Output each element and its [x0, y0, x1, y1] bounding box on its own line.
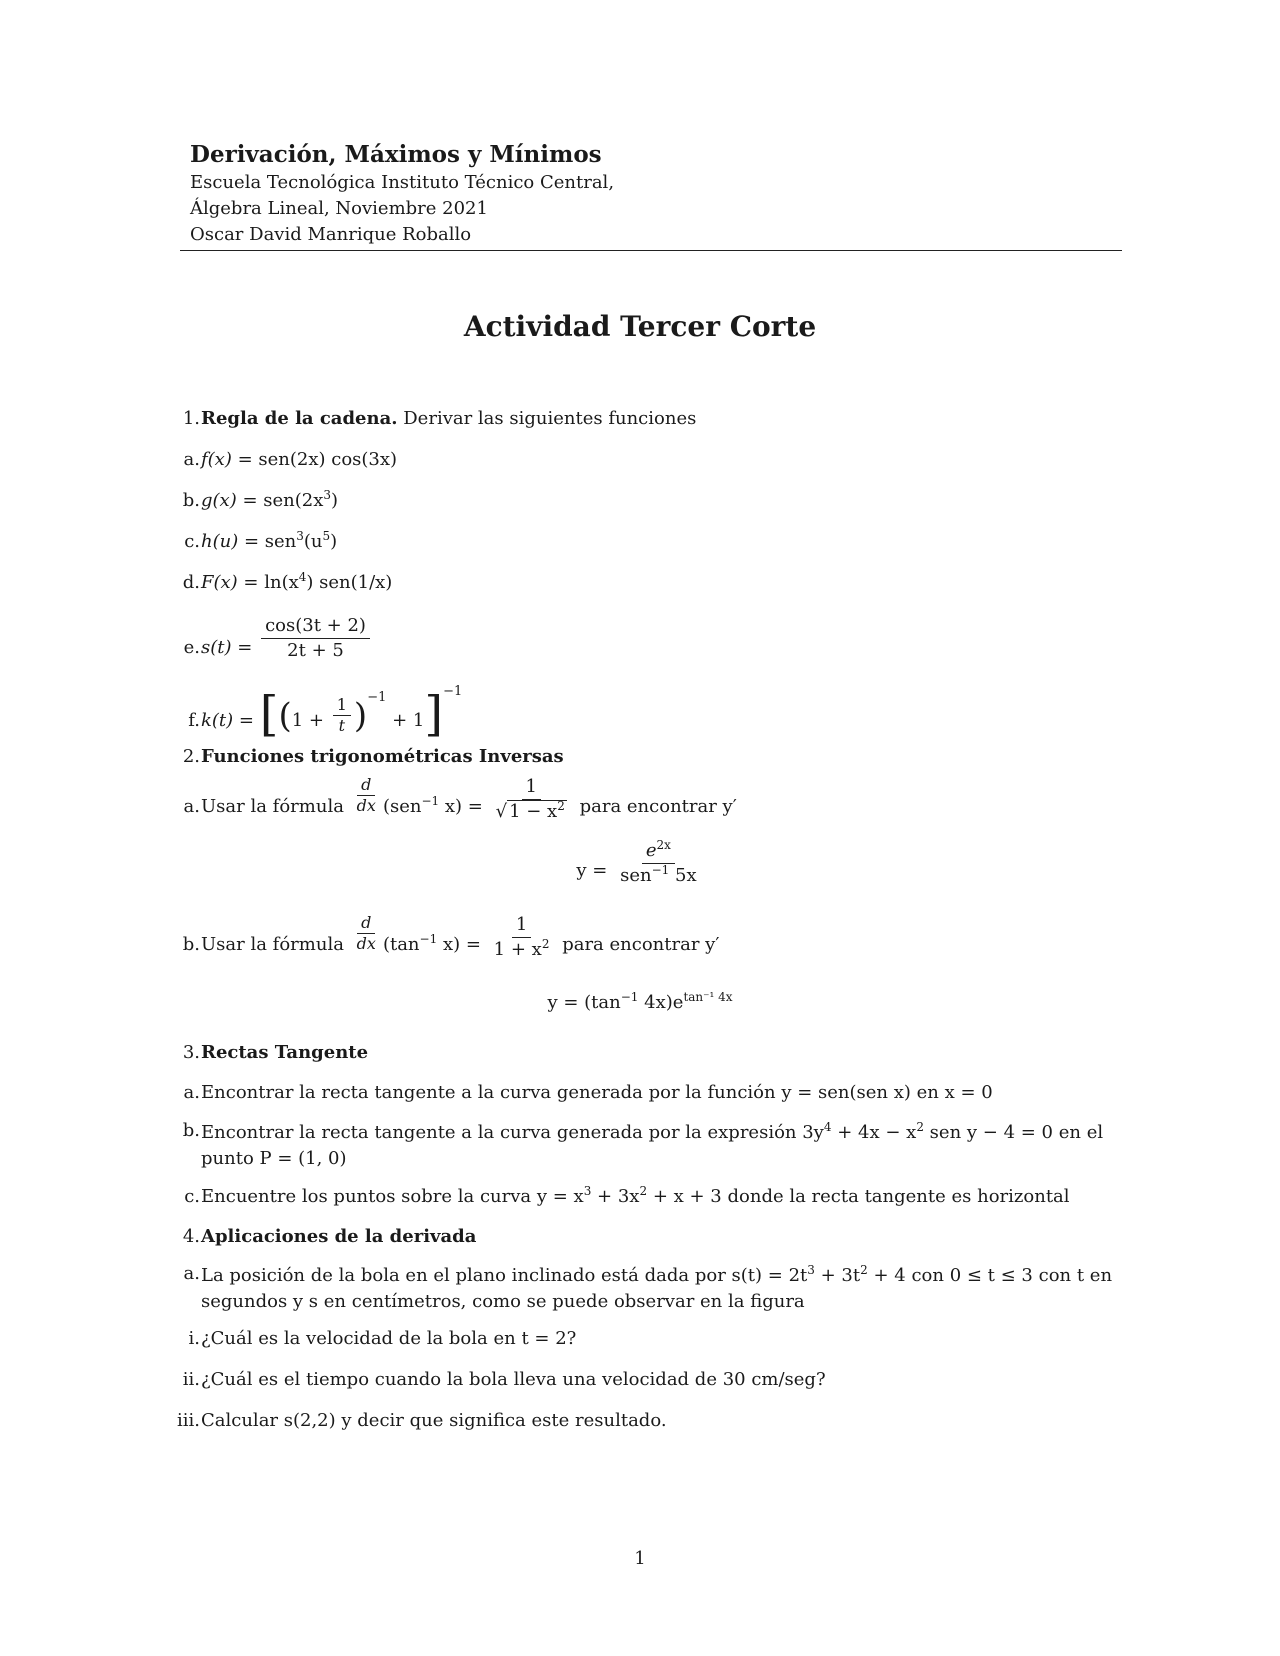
header-title: Derivación, Máximos y Mínimos [190, 141, 602, 168]
document-title: Actividad Tercer Corte [463, 310, 817, 343]
equation-2b: $y = (\tan^{-1}$ $4x)e^{tan^{-1} 4x}$ [547, 990, 733, 1013]
section-1-intro: Derivar las siguientes funciones [403, 408, 697, 429]
header-author: Oscar David Manrique Roballo [190, 224, 472, 245]
section-2-title: Funciones trigonométricas Inversas [201, 746, 564, 767]
header-rule [180, 250, 1122, 251]
equation-2a: y = $\frac{e^{2x}}{sen^{-1} 5x}$ [160, 840, 1120, 887]
header-course: Álgebra Lineal, Noviembre 2021 [190, 198, 488, 219]
formula-fraction-2b: $\frac{1}{1 + x^2}$ [493, 914, 550, 960]
derivative-operator-2a: $\frac{d}{dx}$ [356, 775, 376, 815]
derivative-operator-2b: $\frac{d}{dx}$ [356, 913, 376, 953]
page-number: 1 [634, 1548, 646, 1569]
section-4-title: Aplicaciones de la derivada [201, 1226, 477, 1247]
document-header [190, 140, 1120, 248]
fraction-1e: $\frac{\cos(3t + 2)}{2t + 5}$ [261, 615, 370, 662]
section-3-title: Rectas Tangente [201, 1042, 369, 1063]
section-1-title: Regla de la cadena. [201, 408, 398, 429]
equation-2a-fraction: $\frac{e^{2x}}{sen^{-1} 5x}$ [620, 838, 697, 886]
header-institution: Escuela Tecnológica Instituto Técnico Central, [190, 172, 615, 193]
formula-fraction-2a: $\frac{1}{√ 1 - x^2}$ [495, 776, 565, 822]
fraction-1f: $\frac{1}{t}$ [333, 690, 351, 735]
